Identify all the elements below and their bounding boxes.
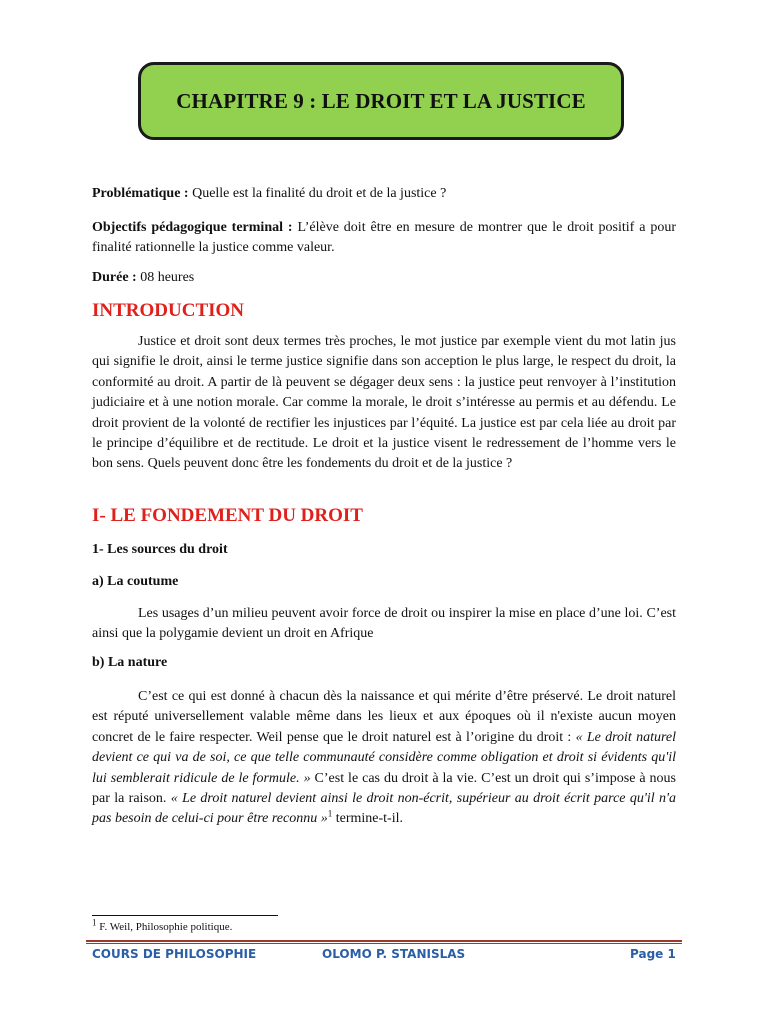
nature-quote-1: « Le droit naturel devient ce qui va de soi, ce que telle communauté considère comme obligation et droit si évidents qu'il lui semblerait ridicule de le formule. »: [92, 729, 676, 786]
footnote-text: F. Weil, Philosophie politique.: [96, 921, 233, 933]
objectifs-paragraph: [92, 218, 676, 258]
footer-divider-top: [86, 940, 682, 942]
section1-heading: I- LE FONDEMENT DU DROIT: [92, 505, 363, 526]
problematique-text: Quelle est la finalité du droit et de la justice ?: [188, 186, 447, 201]
problematique-label: Problématique :: [92, 186, 189, 201]
duree-label: Durée :: [92, 270, 137, 285]
objectifs-text: L’élève doit être en mesure de montrer que le droit positif a pour finalité rationnelle la justice comme valeur.: [92, 220, 676, 255]
nature-quote-2: « Le droit naturel devient ainsi le droit non-écrit, supérieur au droit écrit parce qu'il n'a pas besoin de celui-ci pour être reconnu »: [92, 791, 676, 827]
nature-paragraph: [92, 687, 676, 830]
sources-subheading: 1- Les sources du droit: [92, 542, 228, 557]
footnote-divider: [92, 915, 278, 916]
chapter-title-box: [138, 62, 624, 140]
duree-line: [92, 268, 676, 288]
coutume-subheading: a) La coutume: [92, 574, 179, 589]
footnote: [92, 917, 233, 933]
footer-course: COURS DE PHILOSOPHIE: [92, 947, 257, 961]
nature-text-2: C’est le cas du droit à la vie. C’est un droit qui s’impose à nous par la raison.: [92, 770, 676, 807]
problematique-line: [92, 184, 676, 204]
introduction-paragraph: Justice et droit sont deux termes très proches, le mot justice par exemple vient du mot latin jus qui signifie le droit, ainsi le terme justice signifie dans son acception le plus large, le respect du droit, la conformité au droit. A partir de là peuvent se dégager deux sens : la justice peut renvoyer à l’institution judiciaire et à une notion morale. Car comme la morale, le droit s’intéresse au permis et au défendu. Le droit provient de la volonté de rectifier les injustices par l’équité. La justice est par cela liée au droit par le principe d’équilibre et de rectitude. Le droit et la justice visent le redressement de l’homme vers le bon sens. Quels peuvent donc être les fondements du droit et de la justice ?: [92, 334, 676, 472]
chapter-title: CHAPITRE 9 : LE DROIT ET LA JUSTICE: [176, 88, 586, 113]
footnote-reference[interactable]: 1: [327, 808, 333, 819]
objectifs-label: Objectifs pédagogique terminal :: [92, 220, 293, 235]
footer-page-number: Page 1: [630, 947, 676, 961]
nature-text-3: termine-t-il.: [332, 811, 404, 827]
footer-author: OLOMO P. STANISLAS: [322, 947, 466, 961]
coutume-paragraph: Les usages d’un milieu peuvent avoir force de droit ou inspirer la mise en place d’une loi. C’est ainsi que la polygamie devient un droit en Afrique: [92, 606, 676, 642]
duree-text: 08 heures: [136, 270, 195, 285]
nature-subheading: b) La nature: [92, 655, 168, 670]
footnote-number: 1: [92, 917, 97, 928]
footer-divider-bottom: [86, 943, 682, 944]
nature-text-1: C’est ce qui est donné à chacun dès la naissance et qui mérite d’être préservé. Le droit naturel est réputé universellement valable même dans les lieux et aux époques où il n'existe aucun moyen concret de le faire respecter. Weil pense que le droit naturel est à l’origine du droit :: [92, 689, 676, 745]
introduction-heading: INTRODUCTION: [92, 300, 245, 321]
